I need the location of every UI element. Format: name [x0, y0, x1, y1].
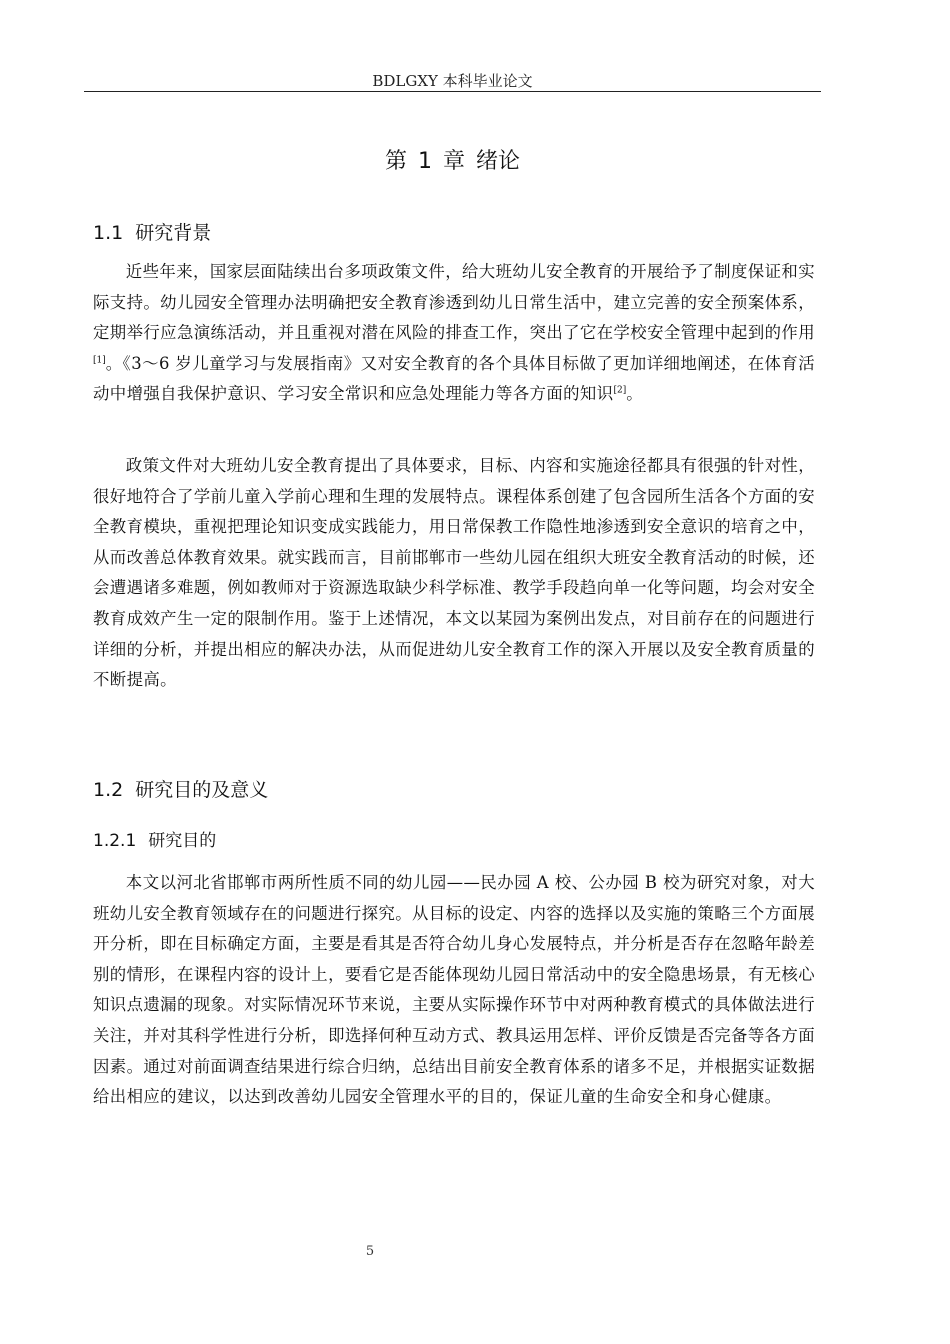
paragraph-background-1: [93, 257, 815, 410]
citation-ref-2: [2]: [613, 385, 627, 396]
section-title: 研究目的及意义: [135, 779, 269, 801]
paragraph-background-2: 政策文件对大班幼儿安全教育提出了具体要求，目标、内容和实施途径都具有很强的针对性，很好地符合了学前儿童入学前心理和生理的发展特点。课程体系创建了包含园所生活各个方面的安全教育模块，重视把理论知识变成实践能力，用日常保教工作隐性地渗透到安全意识的培育之中，从而改善总体教育效果。就实践而言，目前邯郸市一些幼儿园在组织大班安全教育活动的时候，还会遭遇诸多难题，例如教师对于资源选取缺少科学标准、教学手段趋向单一化等问题，均会对安全教育成效产生一定的限制作用。鉴于上述情况，本文以某园为案例出发点，对目前存在的问题进行详细的分析，并提出相应的解决办法，从而促进幼儿安全教育工作的深入开展以及安全教育质量的不断提高。: [93, 456, 815, 690]
subsection-number: 1.2.1: [93, 831, 137, 851]
header-rule: [84, 91, 821, 92]
paragraph-purpose-1: 本文以河北省邯郸市两所性质不同的幼儿园——民办园 A 校、公办园 B 校为研究对象，对大班幼儿安全教育领域存在的问题进行探究。从目标的设定、内容的选择以及实施的策略三个方面展开分析，即在目标确定方面，主要是看其是否符合幼儿身心发展特点，并分析是否存在忽略年龄差别的情形，在课程内容的设计上，要看它是否能体现幼儿园日常活动中的安全隐患场景，有无核心知识点遗漏的现象。对实际情况环节来说，主要从实际操作环节中对两种教育模式的具体做法进行关注，并对其科学性进行分析，即选择何种互动方式、教具运用怎样、评价反馈是否完备等各方面因素。通过对前面调查结果进行综合归纳，总结出目前安全教育体系的诸多不足，并根据实证数据给出相应的建议，以达到改善幼儿园安全管理水平的目的，保证儿童的生命安全和身心健康。: [93, 873, 815, 1107]
section-heading-1-1: [93, 219, 211, 247]
subsection-title: 研究目的: [148, 831, 217, 851]
chapter-title: 第 1 章 绪论: [385, 149, 520, 174]
paragraph-text: 。《3～6 岁儿童学习与发展指南》又对安全教育的各个具体目标做了更加详细地阐述，在体育活动中增强自我保护意识、学习安全常识和应急处理能力等各方面的知识: [93, 353, 815, 404]
paragraph-text: 近些年来，国家层面陆续出台多项政策文件，给大班幼儿安全教育的开展给予了制度保证和实际支持。幼儿园安全管理办法明确把安全教育渗透到幼儿日常生活中，建立完善的安全预案体系，定期举行应急演练活动，并且重视对潜在风险的排查工作，突出了它在学校安全管理中起到的作用: [93, 262, 815, 343]
section-heading-1-2: [93, 776, 268, 804]
page-number: 5: [365, 1244, 375, 1259]
citation-ref-1: [1]: [93, 355, 106, 366]
section-number: 1.2: [93, 779, 124, 801]
paragraph-text: 。: [626, 384, 644, 404]
subsection-heading-1-2-1: [93, 828, 216, 854]
section-title: 研究背景: [135, 222, 212, 244]
section-number: 1.1: [93, 222, 124, 244]
running-header: BDLGXY 本科毕业论文: [372, 72, 533, 90]
